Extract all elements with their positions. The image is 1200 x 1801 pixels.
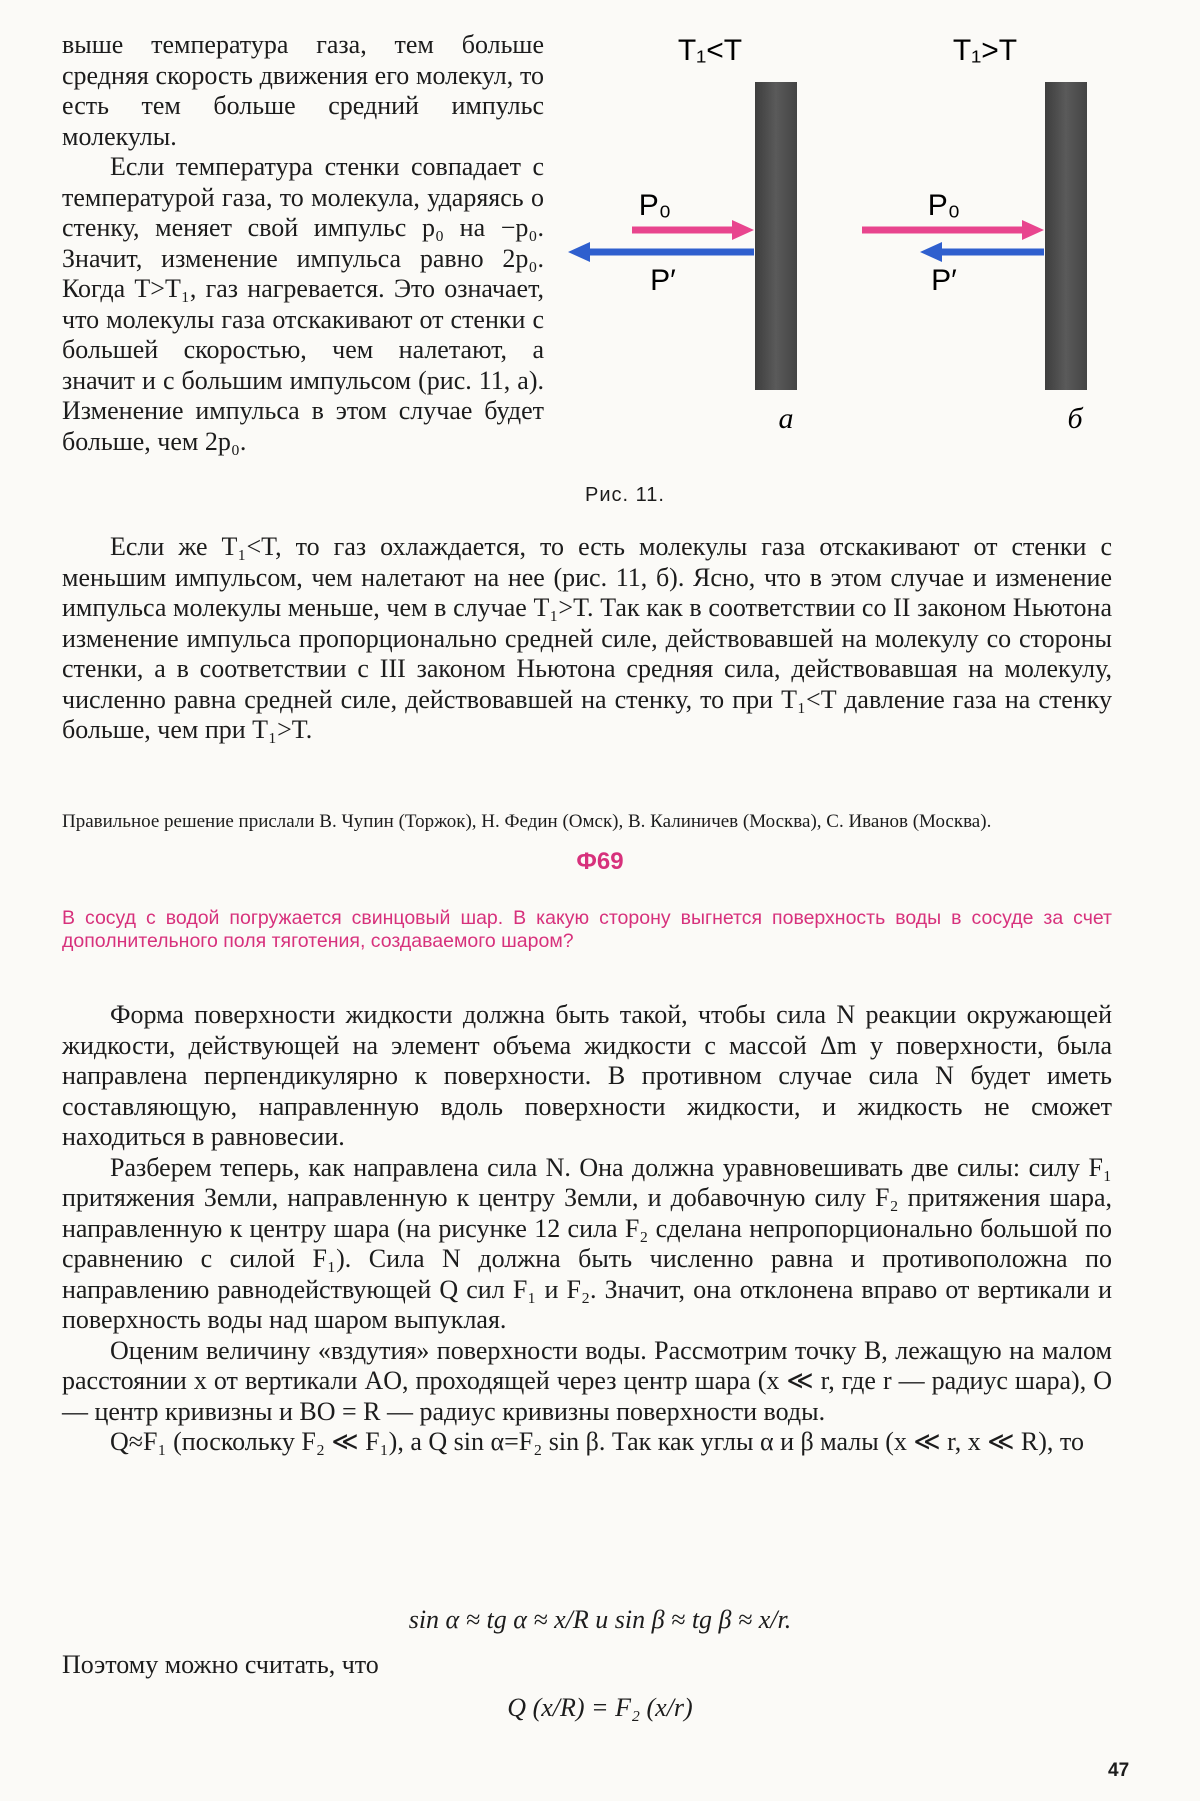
panel-a-condition: T₁<T	[677, 34, 743, 67]
credits: Правильное решение прислали В. Чупин (Торжок), Н. Федин (Омск), В. Калиничев (Москва), С. Иванов (Москва).	[62, 811, 992, 832]
full-width-text	[62, 532, 1112, 746]
lead-in-text: Поэтому можно считать, что	[62, 1650, 379, 1679]
paragraph: Q≈F₁ (поскольку F₂ ≪ F₁), а Q sin α=F₂ sin β. Так как углы α и β малы (x ≪ r, x ≪ R), то	[110, 1427, 1084, 1456]
arrow-out-b-head	[920, 242, 942, 262]
arrow-out-a-head	[568, 242, 590, 262]
wall-a	[755, 82, 797, 390]
paragraph: Если же T₁<T, то газ охлаждается, то есть молекулы газа отскакивают от стенки с меньшим импульсом, чем налетают на нее (рис. 11, б). Ясно, что в этом случае и изменение импульса молекулы меньше, чем в случае T₁>T. Так как в соответствии со II законом Ньютона изменение импульса пропорционально средней силе, действовавшей на молекулу со стороны стенки, а в соответствии с III законом Ньютона средняя сила, действовавшая на молекулу, численно равна средней силе, действовавшей на стенку, то при T₁<T давление газа на стенку больше, чем при T₁>T.	[62, 532, 1112, 744]
arrow-in-b-head	[1022, 220, 1044, 240]
wall-b	[1045, 82, 1087, 390]
equation: sin α ≈ tg α ≈ x/R и sin β ≈ tg β ≈ x/r.	[408, 1605, 792, 1634]
panel-b-pprime: P′	[931, 264, 957, 297]
paragraph: Форма поверхности жидкости должна быть такой, чтобы сила N реакции окружающей жидкости, действующей на элемент объема жидкости с массой Δm у поверхности, была направлена перпендикулярно к поверхности. В противном случае сила N будет иметь составляющую, направленную вдоль поверхности жидкости, и жидкость не сможет находиться в равновесии.	[62, 1000, 1112, 1151]
panel-b-letter: б	[1067, 402, 1083, 435]
paragraph: Разберем теперь, как направлена сила N. Она должна уравновешивать две силы: силу F₁ притяжения Земли, направленную к центру Земли, и добавочную силу F₂ притяжения шара, направленную к центру шара (на рисунке 12 сила F₂ сделана непропорционально большой по сравнению с силой F₁). Сила N должна быть численно равна и противоположна по направлению равнодействующей Q сил F₁ и F₂. Значит, она отклонена вправо от вертикали и поверхность воды над шаром выпуклая.	[62, 1152, 1112, 1334]
problem-number: Ф69	[576, 848, 624, 875]
figure-11	[560, 20, 1120, 440]
panel-b-condition: T₁>T	[952, 34, 1018, 67]
figure-caption: Рис. 11.	[585, 484, 665, 506]
paragraph: Оценим величину «вздутия» поверхности воды. Рассмотрим точку B, лежащую на малом расстоянии x от вертикали AO, проходящей через центр шара (x ≪ r, где r — радиус шара), O — центр кривизны и BO = R — радиус кривизны поверхности воды.	[62, 1335, 1112, 1426]
panel-b-p0: P₀	[927, 189, 961, 222]
arrow-in-a-head	[732, 220, 754, 240]
left-column	[62, 30, 544, 457]
equation: Q (x/R) = F₂ (x/r)	[507, 1693, 693, 1722]
paragraph: Если температура стенки совпадает с температурой газа, то молекула, ударяясь о стенку, меняет свой импульс p₀ на −p₀. Значит, изменение импульса равно 2p₀. Когда T>T₁, газ нагревается. Это означает, что молекулы газа отскакивают от стенки с большей скоростью, чем налетают, а значит и с большим импульсом (рис. 11, а). Изменение импульса в этом случае будет больше, чем 2p₀.	[62, 152, 544, 456]
page-number: 47	[1108, 1760, 1130, 1781]
paragraph: выше температура газа, тем больше средняя скорость движения его молекул, то есть тем больше средний импульс молекулы.	[62, 30, 544, 151]
panel-a-pprime: P′	[650, 264, 676, 297]
solution-text	[62, 1000, 1112, 1458]
problem-statement: В сосуд с водой погружается свинцовый шар. В какую сторону выгнется поверхность воды в сосуде за счет дополнительного поля тяготения, создаваемого шаром?	[62, 907, 1112, 952]
panel-a-letter: а	[778, 402, 794, 435]
panel-a-p0: P₀	[638, 189, 672, 222]
